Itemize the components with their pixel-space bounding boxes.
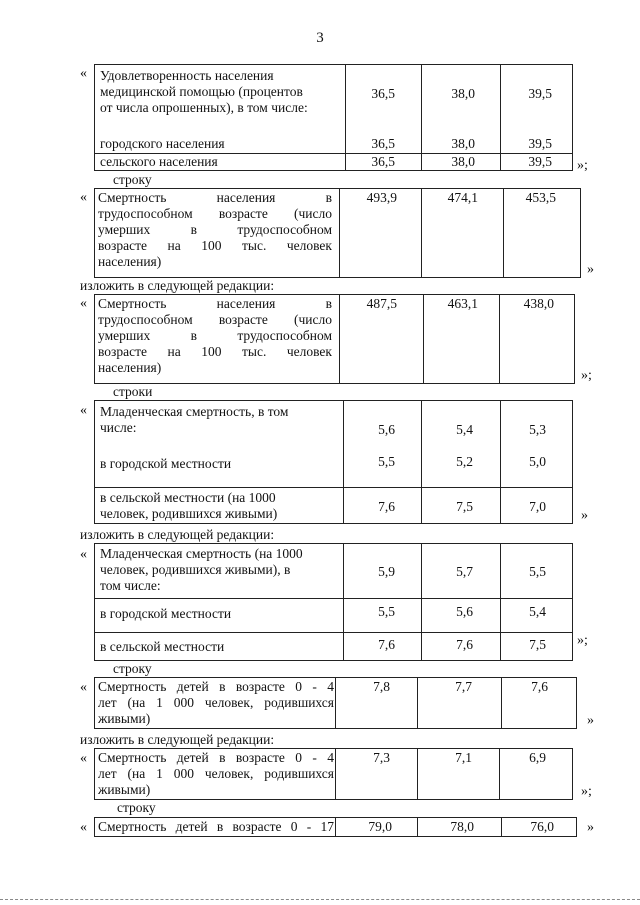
cell-value: 5,6 xyxy=(456,604,473,619)
open-quote: « xyxy=(80,403,87,418)
cell-value: 7,6 xyxy=(531,679,548,694)
label-line: строку xyxy=(117,800,156,815)
cell-value: 7,8 xyxy=(373,679,390,694)
cell-value: 7,5 xyxy=(456,499,473,514)
cell-value: 493,9 xyxy=(366,190,397,205)
cell-value: 36,5 xyxy=(371,154,395,169)
cell-value: 39,5 xyxy=(528,136,552,151)
cell-value: 5,6 xyxy=(378,422,395,437)
close-quote: » xyxy=(587,262,594,277)
cell-value: 5,4 xyxy=(529,604,546,619)
row-rural-label: в сельской местности xyxy=(100,639,225,654)
row-infant-label: Младенческая смертность, в том числе: xyxy=(100,404,289,435)
cell-value: 36,5 xyxy=(371,136,395,151)
open-quote: « xyxy=(80,190,87,205)
row-label: Смертность населения в трудоспособном возрасте (число умерших в трудоспособном возрасте на 100 тыс. человек населения) xyxy=(98,296,332,375)
row-urban-label: в городской местности xyxy=(100,456,232,471)
cell-value: 5,7 xyxy=(456,564,473,579)
close-quote: »; xyxy=(577,633,588,648)
cell-value: 7,6 xyxy=(378,637,395,652)
cell-value: 5,0 xyxy=(529,454,546,469)
cell-value: 5,5 xyxy=(529,564,546,579)
cell-value: 7,6 xyxy=(378,499,395,514)
label-line: строку xyxy=(113,661,152,676)
close-quote: » xyxy=(587,820,594,835)
cell-value: 474,1 xyxy=(447,190,478,205)
row-label: Смертность детей в возрасте 0 - 17 xyxy=(98,819,334,834)
cell-value: 7,7 xyxy=(455,679,472,694)
row-rural-label: в сельской местности (на 1000 человек, родившихся живыми) xyxy=(100,490,278,521)
cell-value: 438,0 xyxy=(523,296,554,311)
cell-value: 463,1 xyxy=(447,296,478,311)
row-infant-label: Младенческая смертность (на 1000 человек, родившихся живыми), в том числе: xyxy=(100,546,303,593)
cell-value: 36,5 xyxy=(371,86,395,101)
cell-value: 5,9 xyxy=(378,564,395,579)
page-number: 3 xyxy=(316,30,324,46)
page-bottom-edge xyxy=(0,899,640,900)
open-quote: « xyxy=(80,820,87,835)
open-quote: « xyxy=(80,547,87,562)
cell-value: 7,1 xyxy=(455,750,472,765)
cell-value: 38,0 xyxy=(451,86,475,101)
cell-value: 78,0 xyxy=(450,819,474,834)
row-rural-label: сельского населения xyxy=(100,154,218,169)
label-lines: строки xyxy=(113,384,153,399)
open-quote: « xyxy=(80,66,87,81)
row-label: Смертность населения в трудоспособном возрасте (число умерших в трудоспособном возрасте на 100 тыс. человек населения) xyxy=(98,190,332,269)
cell-value: 7,5 xyxy=(529,637,546,652)
row-label: Смертность детей в возрасте 0 - 4 лет (на 1 000 человек, родившихся живыми) xyxy=(98,679,334,726)
cell-value: 39,5 xyxy=(528,154,552,169)
cell-value: 39,5 xyxy=(528,86,552,101)
row-satisfaction-label: Удовлетворенность населения медицинской помощью (процентов от числа опрошенных), в том числе: xyxy=(100,68,308,115)
edit-phrase: изложить в следующей редакции: xyxy=(80,527,275,542)
cell-value: 79,0 xyxy=(368,819,392,834)
cell-value: 5,5 xyxy=(378,454,395,469)
cell-value: 5,4 xyxy=(456,422,473,437)
close-quote: » xyxy=(587,713,594,728)
close-quote: » xyxy=(581,508,588,523)
row-urban-label: городского населения xyxy=(100,136,225,151)
close-quote: »; xyxy=(577,158,588,173)
cell-value: 5,5 xyxy=(378,604,395,619)
cell-value: 487,5 xyxy=(366,296,397,311)
open-quote: « xyxy=(80,296,87,311)
open-quote: « xyxy=(80,680,87,695)
cell-value: 7,6 xyxy=(456,637,473,652)
cell-value: 76,0 xyxy=(530,819,554,834)
cell-value: 453,5 xyxy=(525,190,556,205)
cell-value: 7,0 xyxy=(529,499,546,514)
close-quote: »; xyxy=(581,784,592,799)
cell-value: 38,0 xyxy=(451,136,475,151)
cell-value: 38,0 xyxy=(451,154,475,169)
cell-value: 5,3 xyxy=(529,422,546,437)
cell-value: 5,2 xyxy=(456,454,473,469)
edit-phrase: изложить в следующей редакции: xyxy=(80,732,275,747)
label-line: строку xyxy=(113,172,152,187)
close-quote: »; xyxy=(581,368,592,383)
cell-value: 6,9 xyxy=(529,750,546,765)
row-urban-label: в городской местности xyxy=(100,606,232,621)
open-quote: « xyxy=(80,751,87,766)
edit-phrase: изложить в следующей редакции: xyxy=(80,278,275,293)
cell-value: 7,3 xyxy=(373,750,390,765)
row-label: Смертность детей в возрасте 0 - 4 лет (на 1 000 человек, родившихся живыми) xyxy=(98,750,334,797)
